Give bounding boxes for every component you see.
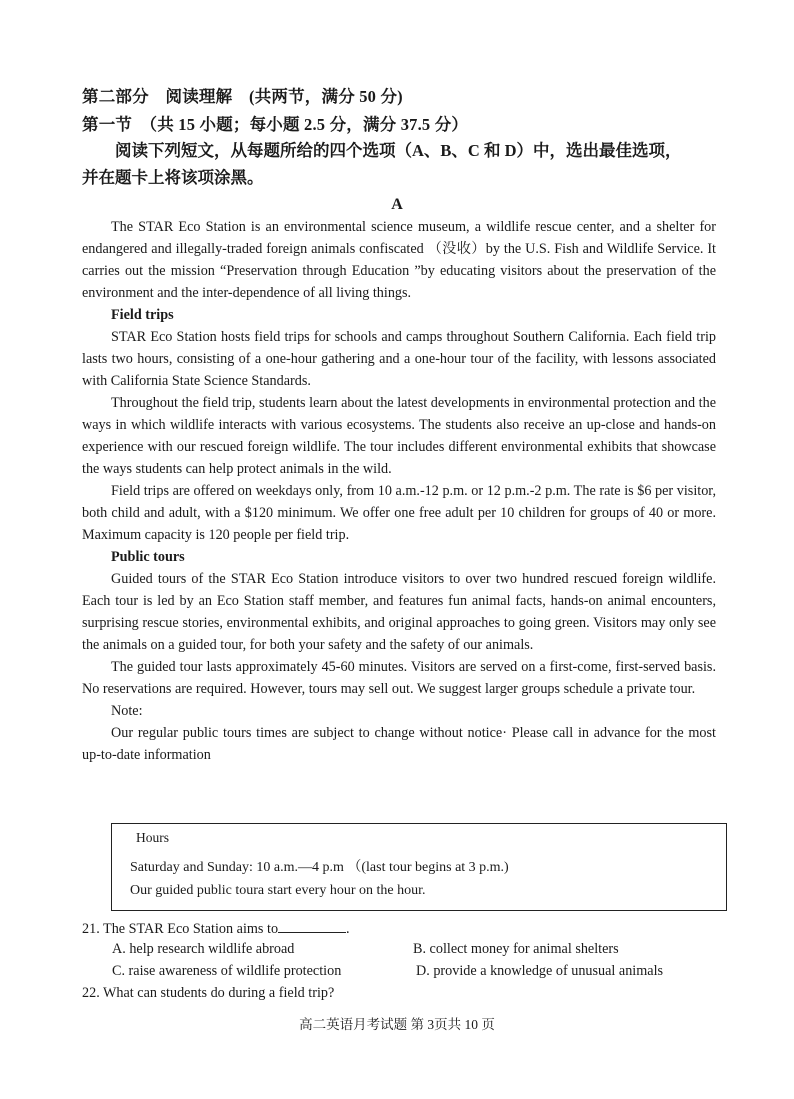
question-21-stem: 21. The STAR Eco Station aims to	[82, 921, 279, 937]
instruction-line-2: 并在题卡上将该项涂黑。	[82, 168, 264, 187]
intro-paragraph: The STAR Eco Station is an environmental science museum, a wildlife rescue center, and a shelter for endangered and illegally-traded foreign animals confiscated （没收）by the U.S. Fish and Wildlife Service. It carries out the mission “Preservation through Education ”by educating visitors about the preservation of the environment and the inter-dependence of all living things.	[82, 219, 716, 301]
hours-box	[111, 823, 727, 911]
hours-schedule: Our guided public toura start every hour on the hour.	[130, 883, 426, 898]
field-trips-heading: Field trips	[111, 307, 174, 323]
field-trips-paragraph-3: Field trips are offered on weekdays only, from 10 a.m.-12 p.m. or 12 p.m.-2 p.m. The rate is $6 per visitor, both child and adult, with a $120 minimum. We offer one free adult per 10 children for groups of 40 or more. Maximum capacity is 120 people per field trip.	[82, 483, 716, 543]
option-21-d: D. provide a knowledge of unusual animals	[416, 963, 664, 979]
answer-blank	[278, 919, 346, 933]
passage-body	[82, 216, 716, 766]
option-21-c: C. raise awareness of wildlife protection	[112, 963, 342, 979]
hours-title: Hours	[136, 830, 169, 845]
question-22: 22. What can students do during a field trip?	[82, 985, 335, 1001]
option-21-a: A. help research wildlife abroad	[112, 941, 295, 957]
instructions	[82, 137, 722, 191]
public-tours-heading: Public tours	[111, 549, 185, 565]
public-tours-paragraph-1: Guided tours of the STAR Eco Station introduce visitors to over two hundred rescued foreign wildlife. Each tour is led by an Eco Station staff member, and features fun animal facts, hands-on animal encounters, surprising rescue stories, environmental exhibits, and original approaches to going green. Visitors may only see the animals on a guided tour, for both your safety and the safety of our animals.	[82, 571, 716, 653]
passage-letter: A	[391, 196, 403, 213]
field-trips-paragraph-2: Throughout the field trip, students learn about the latest developments in environmental protection and the ways in which wildlife interacts with various ecosystems. The students also receive an up-close and hands-on experience with our rescued foreign wildlife. The tour includes different environmental exhibits that showcase the ways students can help protect animals in the wild.	[82, 395, 716, 477]
part-heading: 第二部分 阅读理解 (共两节，满分 50 分)	[82, 87, 403, 106]
page-footer: 高二英语月考试题 第 3页共 10 页	[299, 1017, 495, 1032]
section-heading: 第一节 （共 15 小题；每小题 2.5 分，满分 37.5 分）	[82, 115, 469, 134]
question-21-end: .	[346, 921, 350, 937]
option-21-b: B. collect money for animal shelters	[413, 941, 619, 957]
note-label: Note:	[111, 703, 143, 719]
question-21	[82, 919, 350, 938]
public-tours-paragraph-2: The guided tour lasts approximately 45-60 minutes. Visitors are served on a first-come, first-served basis. No reservations are required. However, tours may sell out. We suggest larger groups schedule a private tour.	[82, 659, 716, 697]
instruction-line-1: 阅读下列短文，从每题所给的四个选项（A、B、C 和 D）中，选出最佳选项，	[115, 141, 682, 160]
hours-weekend: Saturday and Sunday: 10 a.m.—4 p.m （(last tour begins at 3 p.m.)	[130, 860, 509, 875]
field-trips-paragraph-1: STAR Eco Station hosts field trips for schools and camps throughout Southern California. Each field trip lasts two hours, consisting of a one-hour gathering and a one-hour tour of the facility, with lessons associated with California State Science Standards.	[82, 329, 716, 389]
note-text: Our regular public tours times are subject to change without notice· Please call in advance for the most up-to-date information	[82, 725, 716, 763]
